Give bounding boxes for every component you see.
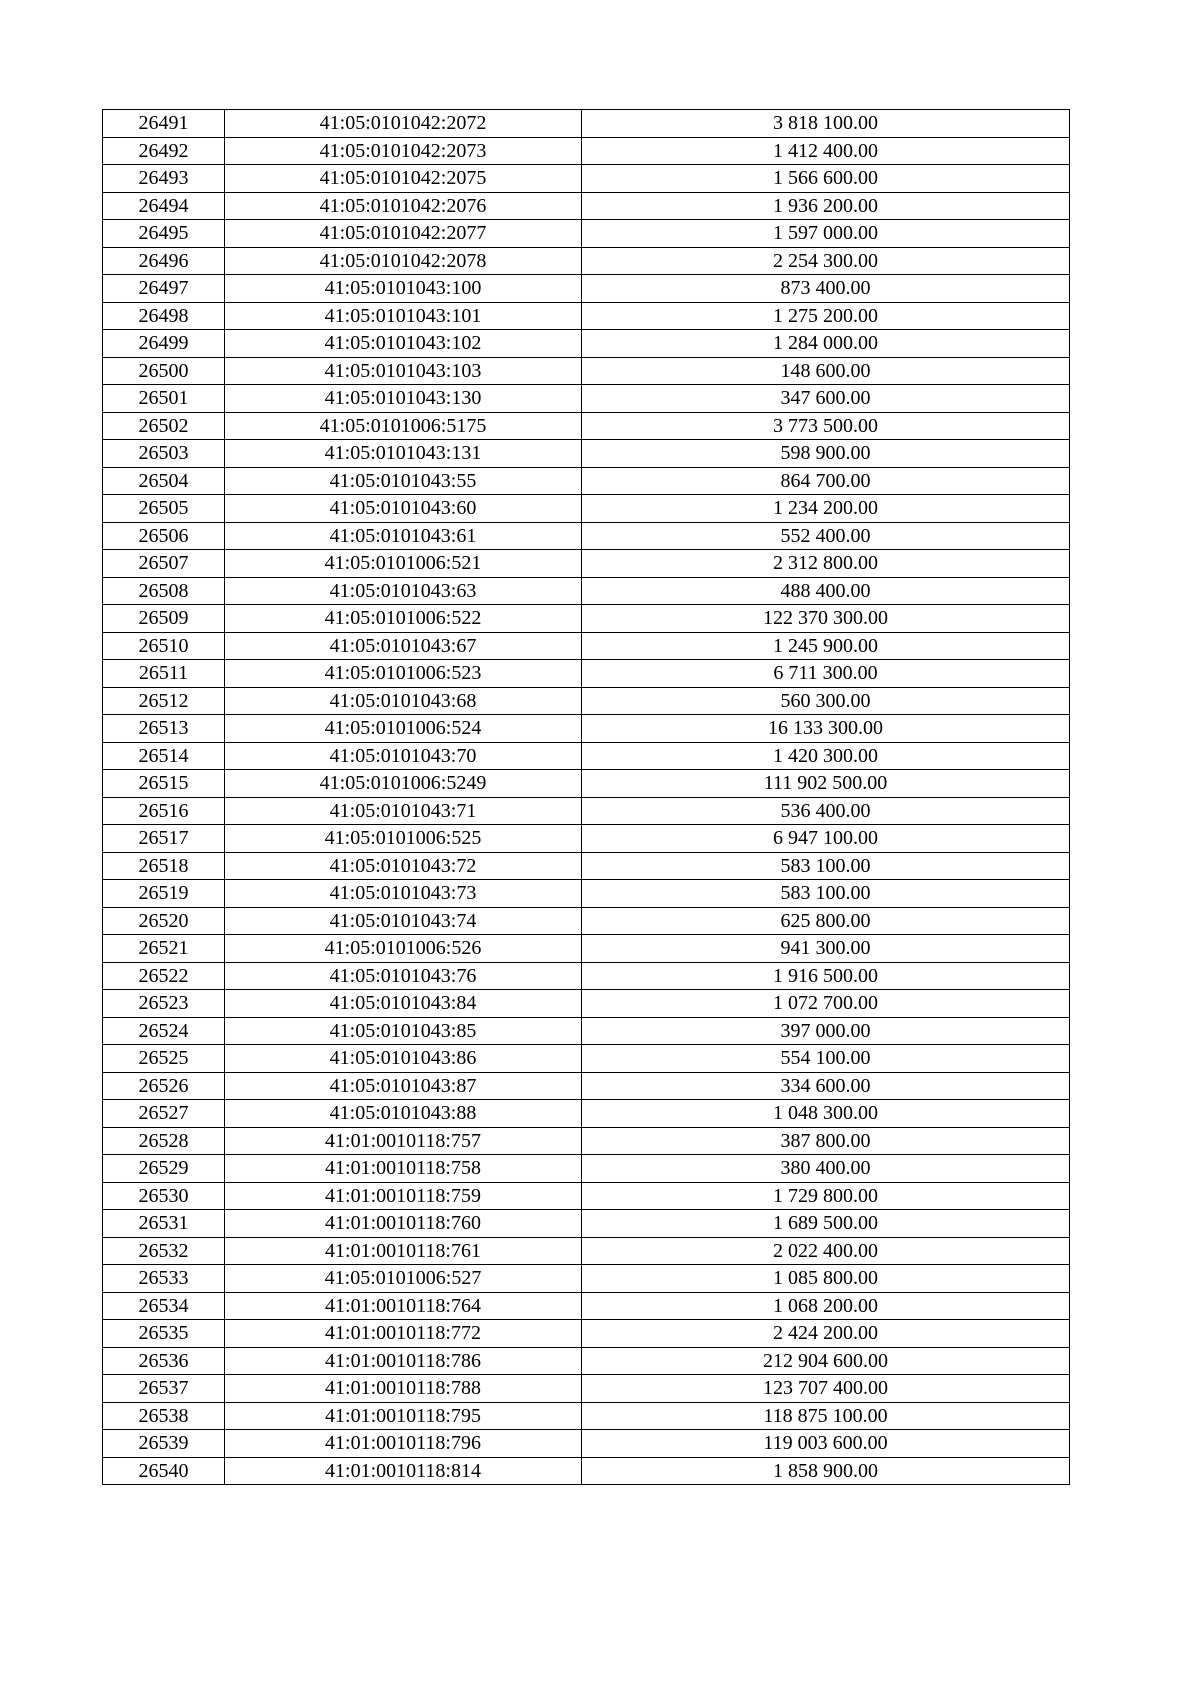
table-row	[103, 330, 1070, 358]
row-number-cell: 26540	[103, 1457, 225, 1485]
table-row	[103, 1320, 1070, 1348]
table-row	[103, 1045, 1070, 1073]
table-row	[103, 907, 1070, 935]
cadastral-number-cell: 41:05:0101006:5175	[225, 412, 582, 440]
cadastral-number-cell: 41:01:0010118:758	[225, 1155, 582, 1183]
cadastral-number-cell: 41:01:0010118:761	[225, 1237, 582, 1265]
row-number-cell: 26528	[103, 1127, 225, 1155]
table-row	[103, 742, 1070, 770]
row-number-cell: 26503	[103, 440, 225, 468]
cadastral-value-cell: 212 904 600.00	[582, 1347, 1070, 1375]
cadastral-value-cell: 583 100.00	[582, 880, 1070, 908]
row-number-cell: 26509	[103, 605, 225, 633]
cadastral-value-cell: 1 234 200.00	[582, 495, 1070, 523]
table-row	[103, 165, 1070, 193]
table-row	[103, 357, 1070, 385]
cadastral-number-cell: 41:05:0101043:87	[225, 1072, 582, 1100]
table-row	[103, 1265, 1070, 1293]
row-number-cell: 26517	[103, 825, 225, 853]
table-row	[103, 1017, 1070, 1045]
row-number-cell: 26522	[103, 962, 225, 990]
cadastral-number-cell: 41:05:0101043:103	[225, 357, 582, 385]
cadastral-number-cell: 41:05:0101043:72	[225, 852, 582, 880]
cadastral-number-cell: 41:05:0101042:2072	[225, 110, 582, 138]
table-row	[103, 715, 1070, 743]
cadastral-value-cell: 864 700.00	[582, 467, 1070, 495]
table-row	[103, 275, 1070, 303]
cadastral-number-cell: 41:05:0101043:74	[225, 907, 582, 935]
row-number-cell: 26510	[103, 632, 225, 660]
cadastral-value-cell: 380 400.00	[582, 1155, 1070, 1183]
row-number-cell: 26534	[103, 1292, 225, 1320]
row-number-cell: 26508	[103, 577, 225, 605]
cadastral-number-cell: 41:05:0101006:526	[225, 935, 582, 963]
cadastral-number-cell: 41:05:0101042:2078	[225, 247, 582, 275]
row-number-cell: 26499	[103, 330, 225, 358]
cadastral-value-cell: 1 412 400.00	[582, 137, 1070, 165]
table-row	[103, 412, 1070, 440]
cadastral-value-cell: 536 400.00	[582, 797, 1070, 825]
cadastral-number-cell: 41:05:0101043:86	[225, 1045, 582, 1073]
cadastral-number-cell: 41:05:0101006:522	[225, 605, 582, 633]
cadastral-value-cell: 347 600.00	[582, 385, 1070, 413]
row-number-cell: 26495	[103, 220, 225, 248]
row-number-cell: 26539	[103, 1430, 225, 1458]
table-row	[103, 440, 1070, 468]
cadastral-value-cell: 941 300.00	[582, 935, 1070, 963]
cadastral-number-cell: 41:05:0101043:68	[225, 687, 582, 715]
cadastral-number-cell: 41:01:0010118:788	[225, 1375, 582, 1403]
table-row	[103, 962, 1070, 990]
cadastral-value-cell: 1 068 200.00	[582, 1292, 1070, 1320]
cadastral-number-cell: 41:05:0101043:84	[225, 990, 582, 1018]
cadastral-value-cell: 118 875 100.00	[582, 1402, 1070, 1430]
cadastral-number-cell: 41:05:0101043:67	[225, 632, 582, 660]
cadastral-value-cell: 1 048 300.00	[582, 1100, 1070, 1128]
row-number-cell: 26514	[103, 742, 225, 770]
row-number-cell: 26537	[103, 1375, 225, 1403]
cadastral-value-cell: 554 100.00	[582, 1045, 1070, 1073]
cadastral-number-cell: 41:01:0010118:757	[225, 1127, 582, 1155]
table-row	[103, 990, 1070, 1018]
cadastral-number-cell: 41:05:0101042:2077	[225, 220, 582, 248]
cadastral-value-cell: 122 370 300.00	[582, 605, 1070, 633]
row-number-cell: 26505	[103, 495, 225, 523]
row-number-cell: 26494	[103, 192, 225, 220]
row-number-cell: 26501	[103, 385, 225, 413]
row-number-cell: 26536	[103, 1347, 225, 1375]
cadastral-value-cell: 552 400.00	[582, 522, 1070, 550]
cadastral-number-cell: 41:05:0101006:5249	[225, 770, 582, 798]
table-row	[103, 852, 1070, 880]
row-number-cell: 26527	[103, 1100, 225, 1128]
row-number-cell: 26525	[103, 1045, 225, 1073]
table-row	[103, 192, 1070, 220]
cadastral-number-cell: 41:05:0101043:85	[225, 1017, 582, 1045]
row-number-cell: 26504	[103, 467, 225, 495]
table-row	[103, 770, 1070, 798]
row-number-cell: 26519	[103, 880, 225, 908]
table-row	[103, 1347, 1070, 1375]
row-number-cell: 26493	[103, 165, 225, 193]
cadastral-number-cell: 41:05:0101043:100	[225, 275, 582, 303]
row-number-cell: 26521	[103, 935, 225, 963]
row-number-cell: 26533	[103, 1265, 225, 1293]
cadastral-number-cell: 41:05:0101006:524	[225, 715, 582, 743]
table-row	[103, 605, 1070, 633]
cadastral-number-cell: 41:01:0010118:796	[225, 1430, 582, 1458]
cadastral-number-cell: 41:05:0101043:76	[225, 962, 582, 990]
table-row	[103, 1182, 1070, 1210]
row-number-cell: 26529	[103, 1155, 225, 1183]
cadastral-value-cell: 488 400.00	[582, 577, 1070, 605]
cadastral-number-cell: 41:05:0101042:2076	[225, 192, 582, 220]
cadastral-number-cell: 41:05:0101043:60	[225, 495, 582, 523]
row-number-cell: 26498	[103, 302, 225, 330]
cadastral-value-cell: 1 936 200.00	[582, 192, 1070, 220]
cadastral-value-cell: 1 597 000.00	[582, 220, 1070, 248]
cadastral-value-cell: 1 420 300.00	[582, 742, 1070, 770]
row-number-cell: 26516	[103, 797, 225, 825]
row-number-cell: 26520	[103, 907, 225, 935]
row-number-cell: 26523	[103, 990, 225, 1018]
table-row	[103, 385, 1070, 413]
table-row	[103, 660, 1070, 688]
cadastral-number-cell: 41:05:0101043:55	[225, 467, 582, 495]
cadastral-value-cell: 1 729 800.00	[582, 1182, 1070, 1210]
cadastral-value-cell: 387 800.00	[582, 1127, 1070, 1155]
cadastral-value-cell: 119 003 600.00	[582, 1430, 1070, 1458]
cadastral-number-cell: 41:01:0010118:764	[225, 1292, 582, 1320]
table-row	[103, 247, 1070, 275]
cadastral-value-cell: 3 773 500.00	[582, 412, 1070, 440]
table-row	[103, 137, 1070, 165]
table-row	[103, 1072, 1070, 1100]
table-row	[103, 495, 1070, 523]
table-row	[103, 522, 1070, 550]
cadastral-number-cell: 41:05:0101043:63	[225, 577, 582, 605]
cadastral-value-cell: 583 100.00	[582, 852, 1070, 880]
cadastral-number-cell: 41:05:0101043:101	[225, 302, 582, 330]
cadastral-value-cell: 1 858 900.00	[582, 1457, 1070, 1485]
row-number-cell: 26512	[103, 687, 225, 715]
table-row	[103, 1237, 1070, 1265]
table-row	[103, 1375, 1070, 1403]
row-number-cell: 26535	[103, 1320, 225, 1348]
table-row	[103, 1155, 1070, 1183]
cadastral-number-cell: 41:05:0101043:73	[225, 880, 582, 908]
cadastral-value-cell: 6 947 100.00	[582, 825, 1070, 853]
table-row	[103, 1430, 1070, 1458]
cadastral-number-cell: 41:05:0101043:61	[225, 522, 582, 550]
row-number-cell: 26492	[103, 137, 225, 165]
cadastral-number-cell: 41:05:0101043:88	[225, 1100, 582, 1128]
cadastral-value-cell: 16 133 300.00	[582, 715, 1070, 743]
cadastral-value-cell: 1 566 600.00	[582, 165, 1070, 193]
cadastral-value-cell: 625 800.00	[582, 907, 1070, 935]
table-row	[103, 825, 1070, 853]
row-number-cell: 26532	[103, 1237, 225, 1265]
cadastral-value-cell: 2 254 300.00	[582, 247, 1070, 275]
row-number-cell: 26491	[103, 110, 225, 138]
table-body	[103, 110, 1070, 1485]
cadastral-value-cell: 6 711 300.00	[582, 660, 1070, 688]
cadastral-value-cell: 3 818 100.00	[582, 110, 1070, 138]
cadastral-number-cell: 41:05:0101042:2075	[225, 165, 582, 193]
row-number-cell: 26511	[103, 660, 225, 688]
cadastral-value-cell: 123 707 400.00	[582, 1375, 1070, 1403]
cadastral-value-cell: 560 300.00	[582, 687, 1070, 715]
cadastral-number-cell: 41:01:0010118:760	[225, 1210, 582, 1238]
row-number-cell: 26500	[103, 357, 225, 385]
cadastral-number-cell: 41:05:0101043:70	[225, 742, 582, 770]
table-row	[103, 302, 1070, 330]
row-number-cell: 26530	[103, 1182, 225, 1210]
row-number-cell: 26526	[103, 1072, 225, 1100]
row-number-cell: 26515	[103, 770, 225, 798]
cadastral-number-cell: 41:01:0010118:759	[225, 1182, 582, 1210]
cadastral-number-cell: 41:01:0010118:772	[225, 1320, 582, 1348]
cadastral-value-cell: 111 902 500.00	[582, 770, 1070, 798]
cadastral-value-table	[102, 109, 1070, 1485]
table-row	[103, 220, 1070, 248]
cadastral-number-cell: 41:01:0010118:814	[225, 1457, 582, 1485]
table-row	[103, 550, 1070, 578]
table-row	[103, 1210, 1070, 1238]
cadastral-value-cell: 1 275 200.00	[582, 302, 1070, 330]
table-row	[103, 1457, 1070, 1485]
cadastral-value-cell: 2 424 200.00	[582, 1320, 1070, 1348]
row-number-cell: 26518	[103, 852, 225, 880]
cadastral-number-cell: 41:01:0010118:795	[225, 1402, 582, 1430]
row-number-cell: 26524	[103, 1017, 225, 1045]
cadastral-value-cell: 2 022 400.00	[582, 1237, 1070, 1265]
table-row	[103, 880, 1070, 908]
table-row	[103, 797, 1070, 825]
cadastral-value-cell: 397 000.00	[582, 1017, 1070, 1045]
cadastral-number-cell: 41:05:0101043:71	[225, 797, 582, 825]
cadastral-value-cell: 1 689 500.00	[582, 1210, 1070, 1238]
row-number-cell: 26538	[103, 1402, 225, 1430]
cadastral-value-cell: 2 312 800.00	[582, 550, 1070, 578]
cadastral-value-cell: 1 085 800.00	[582, 1265, 1070, 1293]
row-number-cell: 26502	[103, 412, 225, 440]
cadastral-value-cell: 334 600.00	[582, 1072, 1070, 1100]
cadastral-value-cell: 1 916 500.00	[582, 962, 1070, 990]
row-number-cell: 26506	[103, 522, 225, 550]
cadastral-value-cell: 1 072 700.00	[582, 990, 1070, 1018]
cadastral-value-cell: 598 900.00	[582, 440, 1070, 468]
cadastral-number-cell: 41:05:0101006:523	[225, 660, 582, 688]
row-number-cell: 26507	[103, 550, 225, 578]
table-row	[103, 935, 1070, 963]
cadastral-value-cell: 148 600.00	[582, 357, 1070, 385]
cadastral-number-cell: 41:05:0101043:130	[225, 385, 582, 413]
cadastral-number-cell: 41:05:0101043:131	[225, 440, 582, 468]
cadastral-value-cell: 873 400.00	[582, 275, 1070, 303]
table-row	[103, 1292, 1070, 1320]
cadastral-number-cell: 41:05:0101006:525	[225, 825, 582, 853]
cadastral-number-cell: 41:05:0101006:527	[225, 1265, 582, 1293]
row-number-cell: 26531	[103, 1210, 225, 1238]
table-row	[103, 1100, 1070, 1128]
table-row	[103, 632, 1070, 660]
table-row	[103, 1402, 1070, 1430]
table-row	[103, 687, 1070, 715]
cadastral-value-cell: 1 284 000.00	[582, 330, 1070, 358]
cadastral-number-cell: 41:05:0101043:102	[225, 330, 582, 358]
table-row	[103, 467, 1070, 495]
cadastral-value-cell: 1 245 900.00	[582, 632, 1070, 660]
cadastral-number-cell: 41:01:0010118:786	[225, 1347, 582, 1375]
row-number-cell: 26513	[103, 715, 225, 743]
table-row	[103, 1127, 1070, 1155]
row-number-cell: 26497	[103, 275, 225, 303]
table-row	[103, 577, 1070, 605]
table-row	[103, 110, 1070, 138]
cadastral-number-cell: 41:05:0101006:521	[225, 550, 582, 578]
row-number-cell: 26496	[103, 247, 225, 275]
cadastral-number-cell: 41:05:0101042:2073	[225, 137, 582, 165]
